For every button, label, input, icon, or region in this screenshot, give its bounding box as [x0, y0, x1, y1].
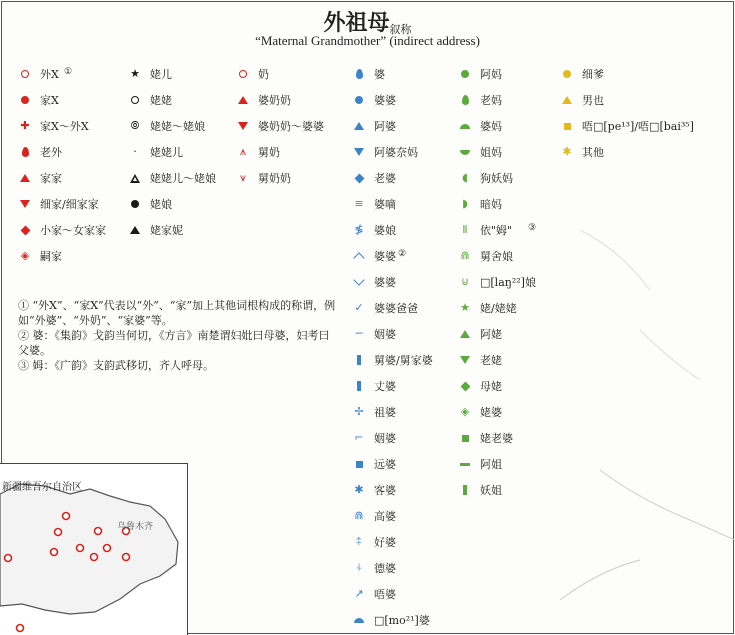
inset-location-marker [55, 529, 62, 536]
legend-label: 祖婆 [374, 406, 396, 419]
legend-label: 狗妖妈 [480, 172, 513, 185]
legend-symbol-icon: · [133, 145, 137, 158]
inset-location-marker [63, 513, 70, 520]
legend-symbol-icon: ⋒ [354, 509, 364, 522]
legend-symbol-icon [352, 613, 366, 627]
legend-label: 阿姐 [480, 458, 502, 471]
legend-symbol-icon: ★ [130, 67, 140, 80]
legend-label: 姥姥～姥娘 [150, 120, 205, 133]
legend-label: 男也 [582, 94, 604, 107]
inset-location-marker [91, 554, 98, 561]
legend-symbol-icon: ◈ [460, 405, 470, 418]
legend-label: 舅婆/舅家婆 [374, 354, 433, 367]
legend-label: 姥婆 [480, 406, 502, 419]
legend-item [352, 534, 462, 560]
legend-label: 高婆 [374, 510, 396, 523]
legend-symbol-icon [458, 145, 472, 159]
legend-item [352, 300, 462, 326]
legend-symbol-icon [18, 171, 32, 185]
legend-symbol-icon: ✱ [562, 145, 572, 158]
legend-label: 婆奶奶 [258, 94, 291, 107]
legend-symbol-icon: ⍭ [355, 561, 363, 574]
legend-symbol-icon: ◖ [462, 171, 468, 184]
legend-symbol-icon [458, 483, 472, 497]
legend-label: 姥姥儿 [150, 146, 183, 159]
legend-symbol-icon: ✱ [354, 483, 364, 496]
legend-item [352, 378, 462, 404]
legend-symbol-icon [458, 353, 472, 367]
footnote-1: ① “外X”、“家X”代表以“外”、“家”加上其他词根构成的称谓，例如“外婆”、“外奶”、“家婆”等。 [18, 299, 336, 327]
legend-symbol-icon [128, 197, 142, 211]
legend-item [352, 248, 462, 274]
legend-symbol-icon [236, 119, 250, 133]
legend-symbol-icon: ≸ [354, 223, 364, 236]
legend-label: 老外 [40, 146, 62, 159]
legend-item [352, 66, 462, 92]
legend-symbol-icon: Ⅱ [462, 223, 468, 236]
legend-symbol-icon [236, 67, 250, 81]
legend-symbol-icon [18, 223, 32, 237]
legend-label: 姻婆 [374, 328, 396, 341]
inset-location-marker [77, 545, 84, 552]
legend-symbol-icon [18, 145, 32, 159]
legend-symbol-icon: ✢ [354, 405, 364, 418]
legend-label: 姐妈 [480, 146, 502, 159]
legend-label: 姥家妮 [150, 224, 183, 237]
legend-item [352, 352, 462, 378]
legend-label: 舅奶 [258, 146, 280, 159]
legend-label: 家家 [40, 172, 62, 185]
legend-label: 细爹 [582, 68, 604, 81]
inset-location-marker [95, 528, 102, 535]
legend-symbol-icon: ⦾ [130, 119, 140, 132]
legend-label: 阿妈 [480, 68, 502, 81]
legend-label: 婆妈 [480, 120, 502, 133]
legend-column-4 [352, 66, 462, 635]
legend-symbol-icon [458, 457, 472, 471]
legend-label: □[mo²¹]婆 [374, 614, 430, 627]
legend-item [352, 586, 462, 612]
legend-label: 细家/细家家 [40, 198, 99, 211]
legend-item [352, 404, 462, 430]
legend-symbol-icon [352, 275, 366, 289]
footnote-2: ② 婆：《集韵》戈韵当何切，《方言》南楚谓妇妣曰母婆，妇考曰父婆。 [18, 329, 330, 357]
legend-label: 小家～女家家 [40, 224, 106, 237]
legend-symbol-icon: ↗ [354, 587, 364, 600]
legend-item [352, 118, 462, 144]
legend-label: 姥/姥姥 [480, 302, 517, 315]
legend-symbol-icon [128, 223, 142, 237]
legend-item [352, 508, 462, 534]
inset-location-marker [123, 554, 130, 561]
footnote-3: ③ 姆：《广韵》支韵武移切，齐人呼母。 [18, 359, 214, 372]
legend-item [352, 560, 462, 586]
legend-label: 婆婆 [374, 94, 396, 107]
legend-label: 姥儿 [150, 68, 172, 81]
legend-label: 其他 [582, 146, 604, 159]
legend-label: 老妈 [480, 94, 502, 107]
legend-item [352, 170, 462, 196]
legend-label: 婆奶奶～婆婆 [258, 120, 324, 133]
legend-label: 阿婆 [374, 120, 396, 133]
legend-label: 姥姥 [150, 94, 172, 107]
legend-symbol-icon: ⋒ [460, 249, 470, 262]
legend-label: 老姥 [480, 354, 502, 367]
inset-location-marker [5, 555, 12, 562]
inset-location-marker [104, 545, 111, 552]
legend-label: □[laŋ²²]娘 [480, 276, 536, 289]
legend-label: 嗣家 [40, 250, 62, 263]
legend-label: 客婆 [374, 484, 396, 497]
legend-symbol-icon: ⊍ [460, 275, 470, 288]
legend-item [352, 222, 462, 248]
legend-footnote-mark: ① [64, 66, 73, 77]
legend-symbol-icon [352, 93, 366, 107]
legend-label: 好婆 [374, 536, 396, 549]
legend-label: 舅奶奶 [258, 172, 291, 185]
legend-label: 德婆 [374, 562, 396, 575]
legend-item [352, 612, 462, 635]
legend-label: 姥姥儿～姥娘 [150, 172, 216, 185]
legend-label: 暗妈 [480, 198, 502, 211]
legend-symbol-icon: ⌐ [354, 431, 364, 444]
legend-label: 婆婆爸爸 [374, 302, 418, 315]
legend-symbol-icon [128, 93, 142, 107]
inset-location-marker [17, 625, 24, 632]
legend-item [352, 144, 462, 170]
legend-label: 老婆 [374, 172, 396, 185]
legend-symbol-icon: ⍏ [355, 535, 363, 548]
legend-symbol-icon [560, 119, 574, 133]
legend-symbol-icon [352, 119, 366, 133]
legend-symbol-icon [18, 93, 32, 107]
legend-symbol-icon [458, 67, 472, 81]
legend-symbol-icon: ◗ [462, 197, 468, 210]
legend-item [352, 274, 462, 300]
legend-label: 唔□[pe¹³]/唔□[bai³⁵] [582, 120, 694, 133]
legend-symbol-icon [18, 197, 32, 211]
legend-label: 母姥 [480, 380, 502, 393]
legend-label: 唔婆 [374, 588, 396, 601]
legend-label: 舅舍娘 [480, 250, 513, 263]
inset-location-marker [51, 549, 58, 556]
legend-label: 妖姐 [480, 484, 502, 497]
legend-symbol-icon: ✚ [20, 119, 30, 132]
legend-symbol-icon [560, 93, 574, 107]
legend-label: 奶 [258, 68, 269, 81]
legend-symbol-icon [18, 67, 32, 81]
legend-label: 远婆 [374, 458, 396, 471]
legend-symbol-icon: ≡ [354, 197, 364, 210]
legend-symbol-icon [458, 379, 472, 393]
legend-label: 婆婆 [374, 250, 396, 263]
map-title-main: 外祖母 [323, 10, 390, 36]
legend-symbol-icon [236, 93, 250, 107]
legend-symbol-icon [352, 67, 366, 81]
legend-item [352, 326, 462, 352]
legend-symbol-icon [458, 327, 472, 341]
legend-label: 姥娘 [150, 198, 172, 211]
legend-symbol-icon [458, 119, 472, 133]
legend-symbol-icon [352, 145, 366, 159]
map-title-sub: 叙称 [389, 23, 412, 36]
legend-footnote-mark: ② [398, 248, 407, 259]
legend-symbol-icon [352, 249, 366, 263]
legend-label: 阿婆奈妈 [374, 146, 418, 159]
legend-label: 婆嘀 [374, 198, 396, 211]
xinjiang-region-shape [0, 484, 178, 614]
legend-symbol-icon [352, 171, 366, 185]
legend-label: 家X～外X [40, 120, 89, 133]
legend-symbol-icon: ⩛ [239, 171, 247, 184]
legend-item [352, 456, 462, 482]
legend-symbol-icon [352, 379, 366, 393]
legend-footnote-mark: ③ [528, 222, 537, 233]
legend-item [352, 482, 462, 508]
legend-symbol-icon [458, 431, 472, 445]
legend-symbol-icon: ★ [460, 301, 470, 314]
legend-label: 姻婆 [374, 432, 396, 445]
legend-label: 丈婆 [374, 380, 396, 393]
legend-item [352, 196, 462, 222]
legend-symbol-icon: ◈ [20, 249, 30, 262]
legend-label: 婆娘 [374, 224, 396, 237]
legend-symbol-icon [560, 67, 574, 81]
legend-symbol-icon: ─ [355, 327, 363, 340]
legend-label: 依"姆" [480, 224, 513, 237]
legend-symbol-icon [458, 93, 472, 107]
legend-symbol-icon: ⩚ [239, 145, 247, 158]
legend-item [352, 430, 462, 456]
legend-label: 婆婆 [374, 276, 396, 289]
legend-label: 家X [40, 94, 59, 107]
legend-label: 外X [40, 68, 59, 81]
legend-label: 婆 [374, 68, 385, 81]
legend-label: 阿姥 [480, 328, 502, 341]
inset-city-label: 乌鲁木齐 [117, 522, 154, 532]
legend-symbol-icon [352, 353, 366, 367]
legend-symbol-icon: ✓ [354, 301, 364, 314]
map-subtitle: “Maternal Grandmother” (indirect address) [255, 33, 480, 48]
legend-item [352, 92, 462, 118]
legend-symbol-icon [352, 457, 366, 471]
inset-region-label: 新疆维吾尔自治区 [2, 482, 82, 493]
legend-label: 姥老婆 [480, 432, 513, 445]
legend-symbol-icon [128, 171, 142, 185]
footnotes [18, 298, 338, 373]
